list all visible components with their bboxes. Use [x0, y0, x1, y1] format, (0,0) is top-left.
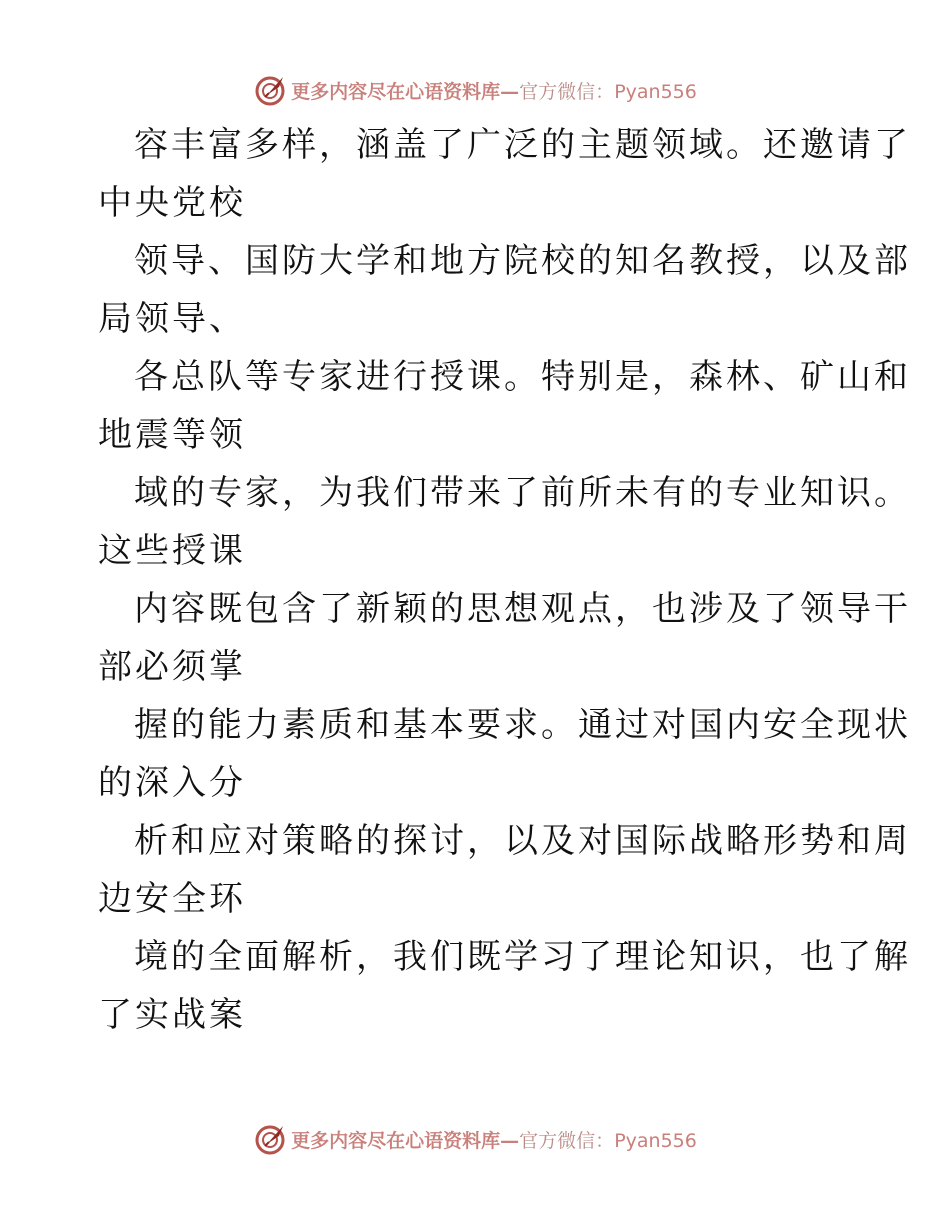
body-line: 中央党校 [98, 183, 246, 223]
footer-wechat-label: 官方微信： [519, 1129, 615, 1152]
header-wechat-label: 官方微信： [519, 80, 615, 103]
body-line: 内容既包含了新颖的思想观点，也涉及了领导干 [134, 589, 911, 629]
body-line: 地震等领 [98, 415, 246, 455]
header-watermark [0, 70, 950, 110]
body-line: 了实战案 [98, 995, 246, 1035]
quill-logo-icon [253, 1122, 287, 1156]
body-line: 的深入分 [98, 763, 246, 803]
body-line: 握的能力素质和基本要求。通过对国内安全现状 [134, 705, 911, 745]
footer-dash: — [500, 1129, 520, 1152]
footer-brand-text: 更多内容尽在心语资料库 [291, 1129, 501, 1152]
body-line: 领导、国防大学和地方院校的知名教授，以及部 [134, 241, 911, 281]
body-line: 各总队等专家进行授课。特别是，森林、矿山和 [134, 357, 911, 397]
body-line: 局领导、 [98, 299, 246, 339]
body-line: 境的全面解析，我们既学习了理论知识，也了解 [134, 937, 911, 977]
body-line: 析和应对策略的探讨，以及对国际战略形势和周 [134, 821, 911, 861]
body-line: 容丰富多样，涵盖了广泛的主题领域。还邀请了 [134, 125, 911, 165]
header-wechat-id: Pyan556 [614, 80, 697, 103]
body-line: 部必须掌 [98, 647, 246, 687]
body-line: 这些授课 [98, 531, 246, 571]
footer-watermark [0, 1119, 950, 1159]
quill-logo-icon [253, 73, 287, 107]
document-body [0, 116, 950, 1044]
body-line: 边安全环 [98, 879, 246, 919]
body-line: 域的专家，为我们带来了前所未有的专业知识。 [134, 473, 911, 513]
footer-wechat-id: Pyan556 [614, 1129, 697, 1152]
header-brand-text: 更多内容尽在心语资料库 [291, 80, 501, 103]
header-dash: — [500, 80, 520, 103]
